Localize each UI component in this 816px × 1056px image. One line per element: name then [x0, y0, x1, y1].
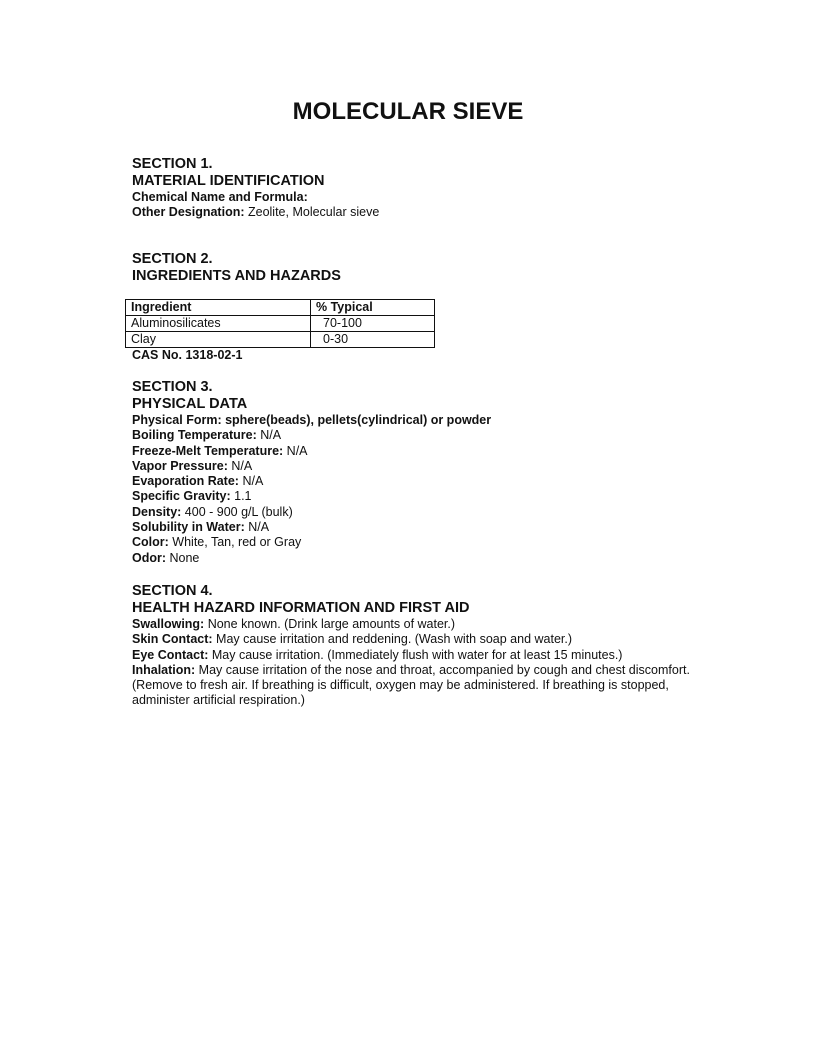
section-4-name: HEALTH HAZARD INFORMATION AND FIRST AID [132, 600, 470, 616]
vapor-pressure-value: N/A [227, 458, 253, 473]
chemical-name-line [132, 190, 732, 205]
other-designation-line [132, 205, 732, 220]
color-label: Color: [132, 535, 169, 550]
evaporation-rate-label: Evaporation Rate: [132, 474, 239, 489]
skin-contact-label: Skin Contact: [132, 632, 213, 647]
solubility-line [132, 520, 732, 535]
odor-label: Odor: [132, 550, 167, 565]
specific-gravity-label: Specific Gravity: [132, 489, 231, 504]
color-line [132, 535, 732, 550]
section-4-number: SECTION 4. [132, 583, 213, 599]
swallowing-value: None known. (Drink large amounts of water.) [204, 617, 456, 631]
skin-contact-value: May cause irritation and reddening. (Wash with soap and water.) [212, 632, 573, 647]
color-value: White, Tan, red or Gray [168, 535, 302, 550]
section-1 [132, 156, 732, 221]
section-1-name: MATERIAL IDENTIFICATION [132, 173, 325, 189]
ingredient-cell: Clay [126, 332, 311, 348]
vapor-pressure-line [132, 459, 732, 474]
eye-contact-label: Eye Contact: [132, 647, 209, 662]
swallowing-label: Swallowing: [132, 617, 205, 631]
specific-gravity-value: 1.1 [230, 489, 252, 504]
boiling-temperature-value: N/A [256, 428, 282, 443]
section-4 [132, 583, 732, 709]
evaporation-rate-value: N/A [238, 474, 264, 489]
inhalation-paragraph [132, 663, 722, 709]
section-2 [132, 251, 732, 285]
eye-contact-line [132, 648, 732, 663]
chemical-name-label: Chemical Name and Formula: [132, 190, 308, 204]
header-ingredient: Ingredient [126, 300, 311, 316]
evaporation-rate-line [132, 474, 732, 489]
boiling-temperature-label: Boiling Temperature: [132, 428, 257, 443]
table-row [126, 316, 435, 332]
section-3-name: PHYSICAL DATA [132, 396, 248, 412]
inhalation-label: Inhalation: [132, 662, 196, 677]
density-value: 400 - 900 g/L (bulk) [181, 504, 293, 519]
odor-line [132, 551, 732, 566]
ingredient-cell: Aluminosilicates [126, 316, 311, 332]
swallowing-line [132, 617, 732, 632]
header-percent-typical: % Typical [311, 300, 435, 316]
section-2-name: INGREDIENTS AND HAZARDS [132, 268, 341, 284]
density-label: Density: [132, 504, 182, 519]
specific-gravity-line [132, 489, 732, 504]
boiling-temperature-line [132, 428, 732, 443]
freeze-melt-line [132, 444, 732, 459]
table-header-row [126, 300, 435, 316]
percent-cell: 70-100 [311, 316, 435, 332]
freeze-melt-value: N/A [283, 443, 308, 458]
percent-cell: 0-30 [311, 332, 435, 348]
document-title: MOLECULAR SIEVE [292, 98, 524, 125]
section-2-number: SECTION 2. [132, 251, 213, 267]
density-line [132, 505, 732, 520]
table-row [126, 332, 435, 348]
section-1-number: SECTION 1. [132, 156, 213, 172]
physical-form-line [132, 413, 732, 428]
skin-contact-line [132, 632, 732, 647]
section-3 [132, 379, 732, 566]
cas-number: CAS No. 1318-02-1 [132, 348, 243, 362]
other-designation-value: Zeolite, Molecular sieve [244, 205, 380, 220]
section-3-number: SECTION 3. [132, 379, 213, 395]
freeze-melt-label: Freeze-Melt Temperature: [132, 443, 284, 458]
physical-form-label: Physical Form: sphere(beads), pellets(cylindrical) or powder [132, 413, 492, 427]
vapor-pressure-label: Vapor Pressure: [132, 458, 228, 473]
ingredients-table [125, 299, 435, 348]
solubility-value: N/A [244, 520, 270, 535]
inhalation-value: May cause irritation of the nose and throat, accompanied by cough and chest discomfort. (Remove to fresh air. If breathing is difficult, oxygen may be administered. If breathing is stopped, administer artificial respiration.) [132, 662, 690, 708]
other-designation-label: Other Designation: [132, 205, 245, 220]
odor-value: None [166, 550, 200, 565]
solubility-label: Solubility in Water: [132, 520, 245, 535]
eye-contact-value: May cause irritation. (Immediately flush with water for at least 15 minutes.) [208, 647, 623, 662]
